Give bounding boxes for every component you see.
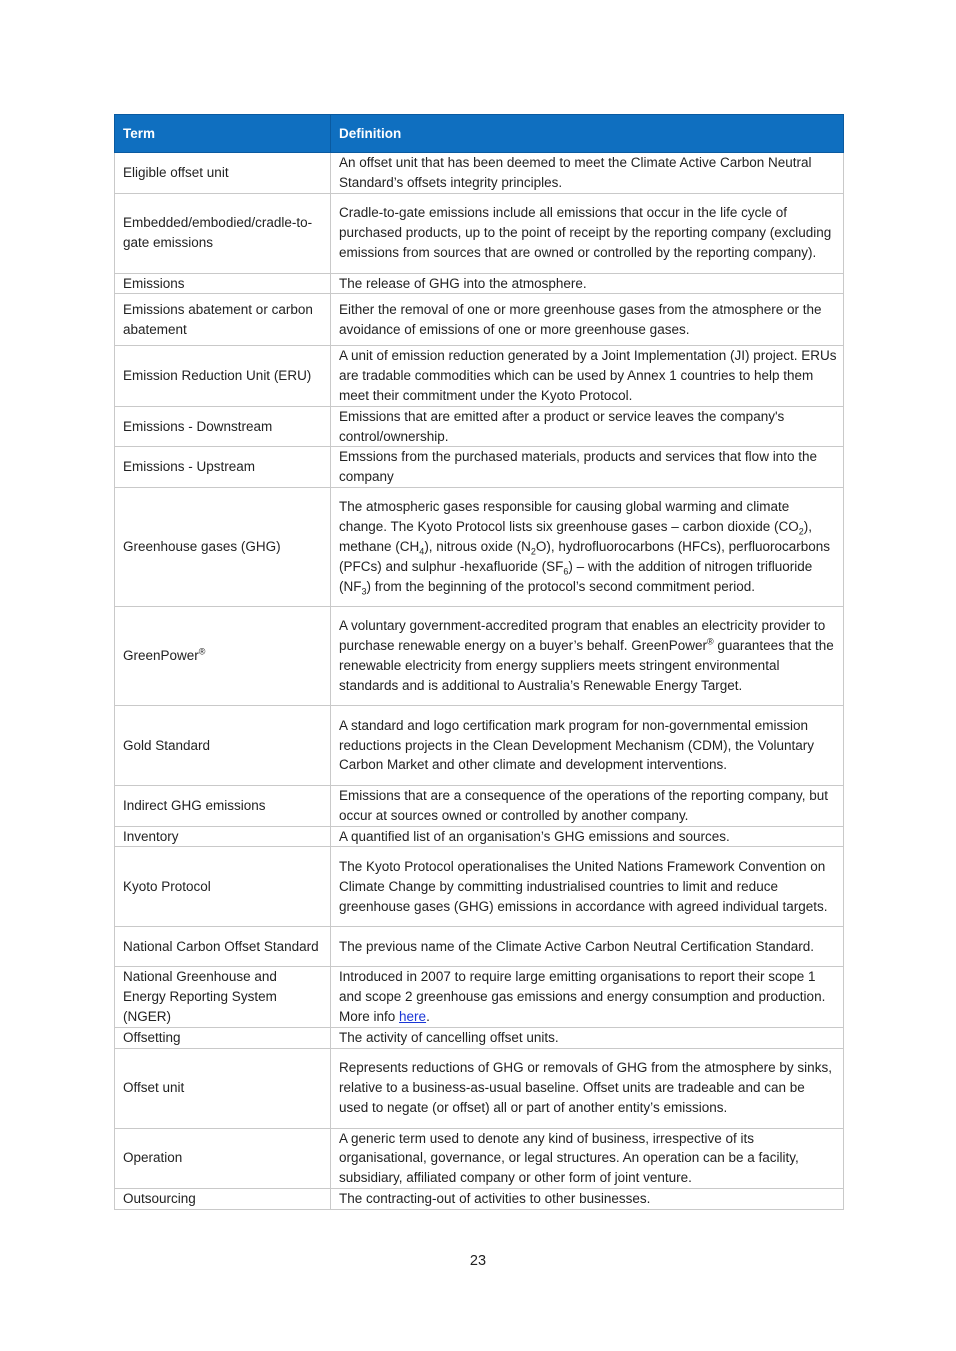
term-cell: Emissions abatement or carbon abatement: [115, 294, 331, 346]
definition-cell: A generic term used to denote any kind of business, irrespective of its organisational, governance, or legal structures. An operation can be a facility, subsidiary, affiliated company or other form of joint venture.: [331, 1128, 844, 1188]
definition-cell: A standard and logo certification mark program for non-governmental emission reductions projects in the Clean Development Mechanism (CDM), the Voluntary Carbon Market and other climate and development interventions.: [331, 705, 844, 785]
term-cell: Offset unit: [115, 1048, 331, 1128]
definition-cell: The atmospheric gases responsible for causing global warming and climate change. The Kyoto Protocol lists six greenhouse gases – carbon dioxide $(CO_2)$, methane $(CH_4)$, nitrous oxide $(N_2O)$, hydrofluorocarbons (HFCs), perfluorocarbons (PFCs) and sulphur -hexafluoride $(SF_6)$ – with the addition of nitrogen trifluoride $(NF_3)$ from the beginning of the protocol’s second commitment period.: [331, 487, 844, 606]
definition-cell: A quantified list of an organisation’s GHG emissions and sources.: [331, 826, 844, 847]
table-header-row: [115, 115, 844, 153]
term-cell: Emission Reduction Unit (ERU): [115, 346, 331, 406]
table-row: [115, 193, 844, 273]
table-row: [115, 705, 844, 785]
definition-cell: Represents reductions of GHG or removals of GHG from the atmosphere by sinks, relative to a business-as-usual baseline. Offset units are tradeable and can be used to negate (or offset) all or part of another entity’s emissions.: [331, 1048, 844, 1128]
definition-cell: Emissions that are emitted after a product or service leaves the company's control/ownership.: [331, 406, 844, 447]
glossary-table: [114, 114, 844, 1210]
table-row: [115, 346, 844, 406]
table-row: [115, 785, 844, 826]
table-row: [115, 1027, 844, 1048]
table-row: [115, 487, 844, 606]
definition-cell: The activity of cancelling offset units.: [331, 1027, 844, 1048]
definition-cell: The Kyoto Protocol operationalises the United Nations Framework Convention on Climate Change by committing industrialised countries to limit and reduce greenhouse gases (GHG) emissions in accordance with agreed individual targets.: [331, 847, 844, 927]
term-cell: Emissions - Downstream: [115, 406, 331, 447]
definition-cell: Emissions that are a consequence of the operations of the reporting company, but occur at sources owned or controlled by another company.: [331, 785, 844, 826]
table-row: [115, 927, 844, 967]
table-row: [115, 847, 844, 927]
definition-cell: Emssions from the purchased materials, products and services that flow into the company: [331, 447, 844, 488]
definition-cell: The previous name of the Climate Active Carbon Neutral Certification Standard.: [331, 927, 844, 967]
definition-cell: A unit of emission reduction generated by a Joint Implementation (JI) project. ERUs are tradable commodities which can be used by Annex 1 countries to help them meet their commitment under the Kyoto Protocol.: [331, 346, 844, 406]
definition-cell: Cradle-to-gate emissions include all emissions that occur in the life cycle of purchased products, up to the point of receipt by the reporting company (excluding emissions from sources that are owned or controlled by the reporting company).: [331, 193, 844, 273]
registered-mark: ®: [198, 646, 206, 657]
table-row: [115, 294, 844, 346]
table-row: [115, 153, 844, 194]
registered-mark: ®: [706, 636, 714, 647]
term-cell: Embedded/embodied/cradle-to-gate emissions: [115, 193, 331, 273]
term-cell: Offsetting: [115, 1027, 331, 1048]
definition-cell: A voluntary government-accredited program that enables an electricity provider to purchase renewable energy on a buyer’s behalf. GreenPower® guarantees that the renewable electricity from energy suppliers meets stringent environmental standards and is additional to Australia’s Renewable Energy Target.: [331, 606, 844, 705]
term-cell: Inventory: [115, 826, 331, 847]
table-row: [115, 1128, 844, 1188]
term-cell: GreenPower®: [115, 606, 331, 705]
more-info-link[interactable]: here: [399, 1008, 427, 1024]
term-cell: Gold Standard: [115, 705, 331, 785]
page-number: 23: [469, 1253, 487, 1269]
term-cell: Outsourcing: [115, 1188, 331, 1209]
term-cell: Emissions - Upstream: [115, 447, 331, 488]
term-cell: National Carbon Offset Standard: [115, 927, 331, 967]
table-row: [115, 273, 844, 294]
definition-cell: The contracting-out of activities to other businesses.: [331, 1188, 844, 1209]
table-row: [115, 826, 844, 847]
table-row: [115, 606, 844, 705]
term-cell: Indirect GHG emissions: [115, 785, 331, 826]
table-row: [115, 447, 844, 488]
term-cell: Emissions: [115, 273, 331, 294]
definition-cell: An offset unit that has been deemed to meet the Climate Active Carbon Neutral Standard’s offsets integrity principles.: [331, 153, 844, 194]
term-cell: Greenhouse gases (GHG): [115, 487, 331, 606]
column-header-term: Term: [115, 115, 331, 153]
table-row: [115, 406, 844, 447]
table-row: [115, 1188, 844, 1209]
table-row: [115, 967, 844, 1027]
term-cell: Eligible offset unit: [115, 153, 331, 194]
definition-cell: Either the removal of one or more greenhouse gases from the atmosphere or the avoidance of emissions of one or more greenhouse gases.: [331, 294, 844, 346]
definition-cell: The release of GHG into the atmosphere.: [331, 273, 844, 294]
definition-cell: Introduced in 2007 to require large emitting organisations to report their scope 1 and scope 2 greenhouse gas emissions and energy consumption and production. More info here.: [331, 967, 844, 1027]
table-row: [115, 1048, 844, 1128]
term-cell: Kyoto Protocol: [115, 847, 331, 927]
term-cell: National Greenhouse and Energy Reporting System (NGER): [115, 967, 331, 1027]
column-header-definition: Definition: [331, 115, 844, 153]
term-cell: Operation: [115, 1128, 331, 1188]
